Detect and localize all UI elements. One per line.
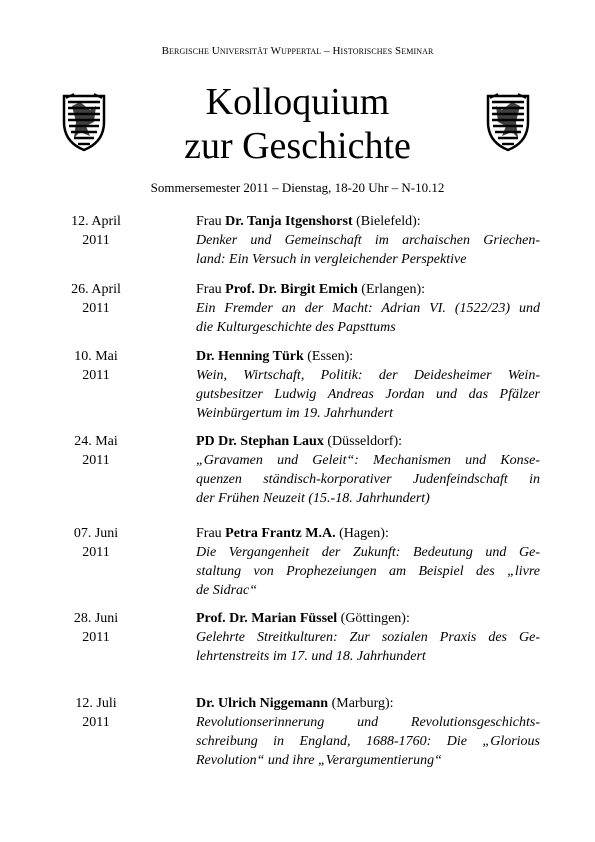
talk-title-line: Denker und Gemeinschaft im archaischen Griechen- <box>196 233 540 248</box>
speaker-line <box>196 347 540 366</box>
talk-title <box>196 231 540 269</box>
event-year: 2011 <box>82 301 110 316</box>
talk-title-line: Wein, Wirtschaft, Politik: der Deidesheimer Wein- <box>196 368 540 383</box>
event-date <box>42 212 150 250</box>
institution-header: Bergische Universität Wuppertal – Historisches Seminar <box>161 45 434 57</box>
event-date <box>42 347 150 385</box>
speaker-name: PD Dr. Stephan Laux <box>196 434 324 449</box>
event-day: 28. Juni <box>73 611 119 626</box>
event-content <box>196 432 540 508</box>
speaker-affiliation: (Essen): <box>303 349 354 364</box>
event-date <box>42 609 150 647</box>
event-content <box>196 524 540 600</box>
event-content <box>196 280 540 337</box>
title-line-1: Kolloquium <box>205 81 390 123</box>
event-year: 2011 <box>82 453 110 468</box>
event-day: 12. April <box>71 214 121 229</box>
talk-title <box>196 366 540 423</box>
event-year: 2011 <box>82 368 110 383</box>
talk-title-line: staltung von Prophezeiungen am Beispiel des „livre <box>196 564 540 579</box>
event-content <box>196 694 540 770</box>
speaker-line <box>196 524 540 543</box>
speaker-name: Dr. Henning Türk <box>196 349 304 364</box>
talk-title <box>196 299 540 337</box>
semester-info: Sommersemester 2011 – Dienstag, 18-20 Uhr – N-10.12 <box>150 180 445 195</box>
speaker-line <box>196 694 540 713</box>
speaker-name: Dr. Ulrich Niggemann <box>196 696 329 711</box>
talk-title <box>196 451 540 508</box>
event-date <box>42 694 150 732</box>
event-content <box>196 609 540 666</box>
speaker-name: Petra Frantz M.A. <box>225 526 336 541</box>
talk-title-line: land: Ein Versuch in vergleichender Perspektive <box>196 252 467 267</box>
page-title <box>0 80 595 168</box>
speaker-prefix: Frau <box>196 214 226 229</box>
speaker-prefix: Frau <box>196 526 226 541</box>
talk-title-line: Die Vergangenheit der Zukunft: Bedeutung und Ge- <box>196 545 540 560</box>
speaker-line <box>196 280 540 299</box>
event-date <box>42 280 150 318</box>
event-date <box>42 432 150 470</box>
speaker-line <box>196 432 540 451</box>
speaker-affiliation: (Marburg): <box>328 696 394 711</box>
talk-title-line: gutsbesitzer Ludwig Andreas Jordan und das Pfälzer <box>196 387 540 402</box>
speaker-line <box>196 609 540 628</box>
title-line-2: zur Geschichte <box>184 125 411 167</box>
talk-title-line: Ein Fremder an der Macht: Adrian VI. (1522/23) und <box>196 301 540 316</box>
talk-title-line: Gelehrte Streitkulturen: Zur sozialen Praxis des Ge- <box>196 630 540 645</box>
talk-title-line: de Sidrac“ <box>196 583 258 598</box>
talk-title-line: quenzen ständisch-korporativer Judenfeindschaft in <box>196 472 540 487</box>
talk-title-line: Revolution“ und ihre „Verargumentierung“ <box>196 753 442 768</box>
event-content <box>196 212 540 269</box>
speaker-line <box>196 212 540 231</box>
speaker-affiliation: (Erlangen): <box>357 282 426 297</box>
speaker-affiliation: (Bielefeld): <box>352 214 421 229</box>
speaker-name: Prof. Dr. Birgit Emich <box>225 282 358 297</box>
talk-title-line: der Frühen Neuzeit (15.-18. Jahrhundert) <box>196 491 430 506</box>
speaker-prefix: Frau <box>196 282 226 297</box>
talk-title <box>196 543 540 600</box>
event-day: 24. Mai <box>74 434 118 449</box>
event-day: 12. Juli <box>75 696 117 711</box>
talk-title-line: lehrtenstreits im 17. und 18. Jahrhundert <box>196 649 426 664</box>
event-year: 2011 <box>82 630 110 645</box>
talk-title-line: schreibung in England, 1688-1760: Die „Glorious <box>196 734 540 749</box>
event-year: 2011 <box>82 715 110 730</box>
talk-title-line: „Gravamen und Geleit“: Mechanismen und Konse- <box>196 453 540 468</box>
event-content <box>196 347 540 423</box>
speaker-name: Dr. Tanja Itgenshorst <box>225 214 353 229</box>
speaker-affiliation: (Göttingen): <box>337 611 410 626</box>
speaker-name: Prof. Dr. Marian Füssel <box>196 611 338 626</box>
talk-title <box>196 628 540 666</box>
event-year: 2011 <box>82 233 110 248</box>
talk-title-line: die Kulturgeschichte des Papsttums <box>196 320 396 335</box>
speaker-affiliation: (Düsseldorf): <box>323 434 403 449</box>
event-day: 07. Juni <box>73 526 119 541</box>
talk-title-line: Revolutionserinnerung und Revolutionsgeschichts- <box>196 715 540 730</box>
event-day: 26. April <box>71 282 121 297</box>
event-year: 2011 <box>82 545 110 560</box>
event-day: 10. Mai <box>74 349 118 364</box>
event-date <box>42 524 150 562</box>
talk-title-line: Weinbürgertum im 19. Jahrhundert <box>196 406 394 421</box>
talk-title <box>196 713 540 770</box>
speaker-affiliation: (Hagen): <box>335 526 389 541</box>
